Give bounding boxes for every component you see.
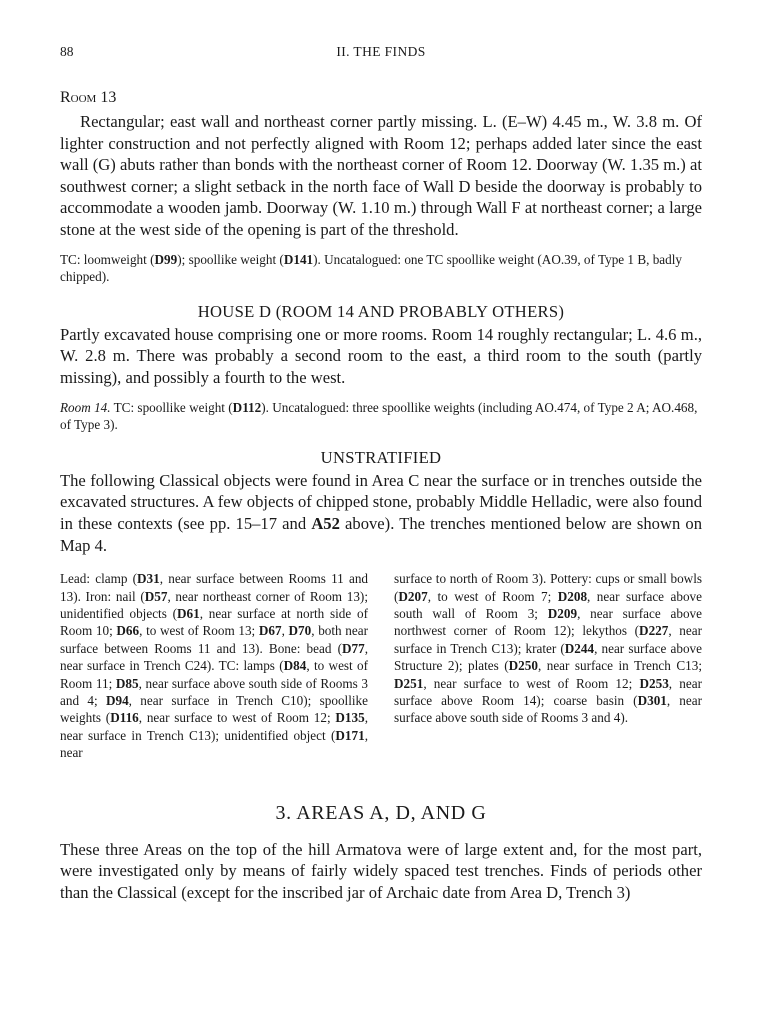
room-13-heading: Room 13 bbox=[60, 89, 117, 106]
house-d-finds-note: Room 14. TC: spoollike weight (D112). Uncatalogued: three spoollike weights (including AO.474, of Type 2 A; AO.468, of Type 3). bbox=[60, 399, 698, 433]
unstratified-heading: UNSTRATIFIED bbox=[320, 447, 442, 467]
room-13-finds-note: TC: loomweight (D99); spoollike weight (D141). Uncatalogued: one TC spoollike weight (AO.39, of Type 1 B, badly chipped). bbox=[60, 251, 683, 285]
document-page bbox=[60, 44, 702, 903]
house-d-heading: HOUSE D (ROOM 14 AND PROBABLY OTHERS) bbox=[197, 301, 565, 321]
house-d-description: Partly excavated house comprising one or more rooms. Room 14 roughly rectangular; L. 4.6 m., W. 2.8 m. There was probably a second room to the east, a third room to the south (partly missing), and possibly a fourth to the west. bbox=[60, 324, 702, 387]
page-number: 88 bbox=[60, 44, 74, 59]
running-head bbox=[60, 44, 702, 66]
unstratified-finds-columns bbox=[60, 570, 702, 761]
finds-left-column: Lead: clamp (D31, near surface between Rooms 11 and 13). Iron: nail (D57, near northeast corner of Room 13); unidentified objects (D61, near surface at north side of Room 10; D66, to west of Room 13; D67, D70, both near surface between Rooms 11 and 13). Bone: bead (D77, near surface in Trench C24). TC: lamps (D84, to west of Room 11; D85, near surface above south side of Rooms 3 and 4; D94, near surface in Trench C10); spoollike weights (D116, near surface to west of Room 12; D135, near surface in Trench C13); unidentified object (D171, near bbox=[60, 571, 369, 761]
finds-right-column: surface to north of Room 3). Pottery: cups or small bowls (D207, to west of Room 7; D208, near surface above south wall of Room 3; D209, near surface above northwest corner of Room 12); lekythos (D227, near surface in Trench C13); krater (D244, near surface above Structure 2); plates (D250, near surface in Trench C13; D251, near surface to west of Room 12; D253, near surface above Room 14); coarse basin (D301, near surface above south side of Rooms 3 and 4). bbox=[394, 571, 702, 726]
unstratified-description: The following Classical objects were found in Area C near the surface or in trenches outside the excavated structures. A few objects of chipped stone, probably Middle Helladic, were also found in these contexts (see pp. 15–17 and A52 above). The trenches mentioned below are shown on Map 4. bbox=[60, 470, 703, 555]
section-3-description: These three Areas on the top of the hill Armatova were of large extent and, for the most part, were investigated only by means of fairly widely spaced test trenches. Finds of periods other than the Classical (except for the inscribed jar of Archaic date from Area D, Trench 3) bbox=[60, 839, 702, 902]
room-13-description: Rectangular; east wall and northeast corner partly missing. L. (E–W) 4.45 m., W. 3.8 m. Of lighter construction and not perfectly aligned with Room 12; perhaps added later since the east wall (G) abuts rather than bonds with the northeast corner of Room 12. Doorway (W. 1.35 m.) at southwest corner; a slight setback in the north face of Wall D beside the doorway is probably to accommodate a wooden jamb. Doorway (W. 1.10 m.) through Wall F at northeast corner; a large stone at the west side of the opening is part of the threshold. bbox=[60, 112, 702, 239]
running-title: II. THE FINDS bbox=[336, 44, 426, 59]
section-3-heading: 3. AREAS A, D, AND G bbox=[275, 801, 487, 824]
